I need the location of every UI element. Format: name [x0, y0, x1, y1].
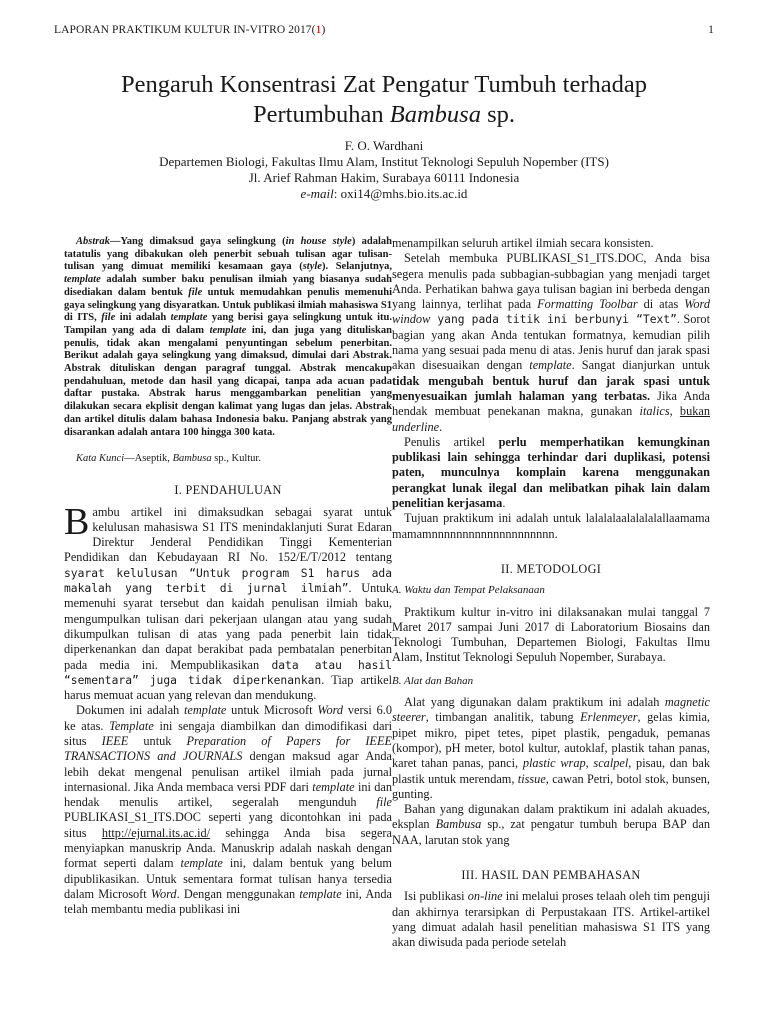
intro-paragraph-3: Setelah membuka PUBLIKASI_S1_ITS.DOC, Anda bisa segera menulis pada subbagian-subbagian yang menjadi target Anda. Perhatikan bahwa gaya tulisan bagian ini berbeda dengan yang lainnya, terlihat pada Formatting Toolbar di atas Word window yang pada titik ini berbunyi “Text”. Sorot bagian yang akan Anda tentukan formatnya, kemudian pilih nama yang sesuai pada menu di atas. Jenis huruf dan jarak spasi akan disesuaikan dengan template. Sangat dianjurkan untuk tidak mengubah bentuk huruf dan jarak spasi untuk menyesuaikan jumlah halaman yang terbatas. Jika Anda hendak membuat penekanan makna, gunakan italics, bukan underline. [392, 251, 711, 434]
results-paragraph-1: Isi publikasi on-line ini melalui proses telaah oleh tim penguji dan akhirnya terarsipkan di Perpustakaan ITS. Artikel-artikel yang dimuat adalah hasil penelitian mahasiswa S1 ITS yang akan diwisuda pada periode setelah [392, 889, 710, 950]
intro-paragraph-1: Bambu artikel ini dimaksudkan sebagai syarat untuk kelulusan mahasiswa S1 ITS menindaklanjuti Surat Edaran Direktur Jenderal Pendidikan Tinggi Kementerian Pendidikan dan Kebudayaan RI No. 152/E/T/2012 tentang syarat kelulusan “Untuk program S1 harus ada makalah yang terbit di jurnal ilmiah”. Untuk memenuhi syarat tersebut dan kaidah penulisan ilmiah baku, mengumpulkan tulisan dari pekerjaan ulangan atau yang sudah dikumpulkan tulisan di atas yang pada penerbit lain tidak diperkenankan dan dapat berakibat pada pembatalan penerbitan pada media ini. Mempublikasikan data atau hasil “sementara” juga tidak diperkenankan. Tiap artikel harus memuat acuan yang relevan dan mendukung. [64, 500, 392, 703]
section-heading-pendahuluan: I. PENDAHULUAN [174, 483, 282, 498]
right-column [392, 236, 710, 950]
left-column [64, 236, 392, 918]
author-address: Jl. Arief Rahman Hakim, Surabaya 60111 Indonesia [248, 170, 520, 185]
running-header [54, 24, 714, 36]
section-heading-hasil: III. HASIL DAN PEMBAHASAN [461, 867, 641, 882]
running-title: LAPORAN PRAKTIKUM KULTUR IN-VITRO 2017(1) [54, 24, 326, 36]
paper-title: Pengaruh Konsentrasi Zat Pengatur Tumbuh terhadap Pertumbuhan Bambusa sp. [121, 71, 647, 128]
method-paragraph-alat: Alat yang digunakan dalam praktikum ini adalah magnetic steerer, timbangan analitik, tabung Erlenmeyer, gelas kimia, pipet mikro, pipet tetes, pipet plastik, pengaduk, pemanas (kompor), pH meter, botol kultur, autoklaf, plastik tahan panas, karet tahan panas, panci, plastic wrap, scalpel, pisau, dan bak plastik untuk merendam, tissue, cawan Petri, botol stok, bunsen, gunting. [392, 695, 711, 801]
subsection-heading-waktu: A. Waktu dan Tempat Pelaksanaan [392, 584, 545, 597]
ejurnal-link[interactable]: http://ejurnal.its.ac.id/ [101, 825, 211, 840]
method-paragraph-bahan: Bahan yang digunakan dalam praktikum ini adalah akuades, eksplan Bambusa sp., zat pengatur tumbuh berupa BAP dan NAA, larutan stok yang [392, 802, 710, 847]
keywords: Kata Kunci—Aseptik, Bambusa sp., Kultur. [76, 453, 261, 465]
section-heading-metodologi: II. METODOLOGI [500, 561, 602, 576]
intro-paragraph-5: Tujuan praktikum ini adalah untuk lalalalaalalalalallaamamamamamnnnnnnnnnnnnnnnnnnnn. [392, 511, 710, 541]
author-name: F. O. Wardhani [344, 138, 424, 153]
page-number: 1 [708, 24, 714, 36]
subsection-heading-alat: B. Alat dan Bahan [392, 674, 474, 687]
intro-paragraph-2-cont: menampilkan seluruh artikel ilmiah secara konsisten. [392, 236, 654, 250]
abstract: Abstrak—Yang dimaksud gaya selingkung (in house style) adalah tatatulis yang dibakukan oleh penerbit sebuah tulisan agar tulisan-tulisan yang dimuat memiliki kesamaan gaya (style). Selanjutnya, template adalah sumber baku penulisan ilmiah yang biasanya sudah disediakan dalam bentuk file untuk memudahkan penulis memenuhi gaya selingkung yang disyaratkan. Untuk publikasi ilmiah mahasiswa S1 di ITS, file ini adalah template yang berisi gaya selingkung untuk itu. Tampilan yang ada di dalam template ini, dan juga yang dituliskan penulis, tidak akan mengalami penyuntingan sebelum penerbitan. Berikut adalah gaya selingkung yang dimaksud, dimulai dari Abstrak. Abstrak dituliskan dengan paragraf tunggal. Abstrak mencakup pendahuluan, metode dan hasil yang dicapai, tanpa ada acuan pada daftar pustaka. Abstrak harus menggambarkan penelitian yang dilakukan secara ekplisit dengan kalimat yang lugas dan jelas. Abstrak dan artikel ditulis dalam bahasa Indonesia baku. Panjang abstrak yang disarankan adalah antara 100 hingga 300 kata. [64, 236, 392, 438]
author-block [40, 138, 728, 202]
intro-paragraph-2: Dokumen ini adalah template untuk Microsoft Word versi 6.0 ke atas. Template ini sengaja diambilkan dan dimodifikasi dari situs IEEE untuk Preparation of Papers for IEEE TRANSACTIONS and JOURNALS dengan maksud agar Anda lebih dekat mengenal penulisan artikel ilmiah pada jurnal internasional. Jika Anda membaca versi PDF dari template ini dan hendak menulis artikel, segeralah mengunduh file PUBLIKASI_S1_ITS.DOC seperti yang dicontohkan ini pada situs http://ejurnal.its.ac.id/ sehingga Anda bisa segera menyiapkan manuskrip Anda. Manuskrip adalah naskah dengan format seperti dalam template ini, dalam bentuk yang belum dipublikasikan. Untuk sementara format tulisan hanya tersedia dalam Microsoft Word. Dengan menggunakan template ini, Anda telah membantu media publikasi ini [64, 703, 392, 917]
intro-paragraph-4: Penulis artikel perlu memperhatikan kemungkinan publikasi lain sehingga terhindar dari duplikasi, potensi paten, munculnya komplain karena menggunakan perangkat lunak ilegal dan melibatkan pihak lain dalam penelitian kerjasama. [392, 434, 710, 511]
author-email: e-mail: oxi14@mhs.bio.its.ac.id [300, 186, 468, 201]
author-affiliation: Departemen Biologi, Fakultas Ilmu Alam, Institut Teknologi Sepuluh Nopember (ITS) [159, 154, 609, 169]
method-paragraph-waktu: Praktikum kultur in-vitro ini dilaksanakan mulai tanggal 7 Maret 2017 sampai Juni 2017 di Laboratorium Biosains dan Teknologi Tumbuhan, Departemen Biologi, Fakultas Ilmu Alam, Institut Teknologi Sepuluh Nopember, Surabaya. [392, 604, 710, 665]
drop-cap: B [64, 500, 90, 543]
